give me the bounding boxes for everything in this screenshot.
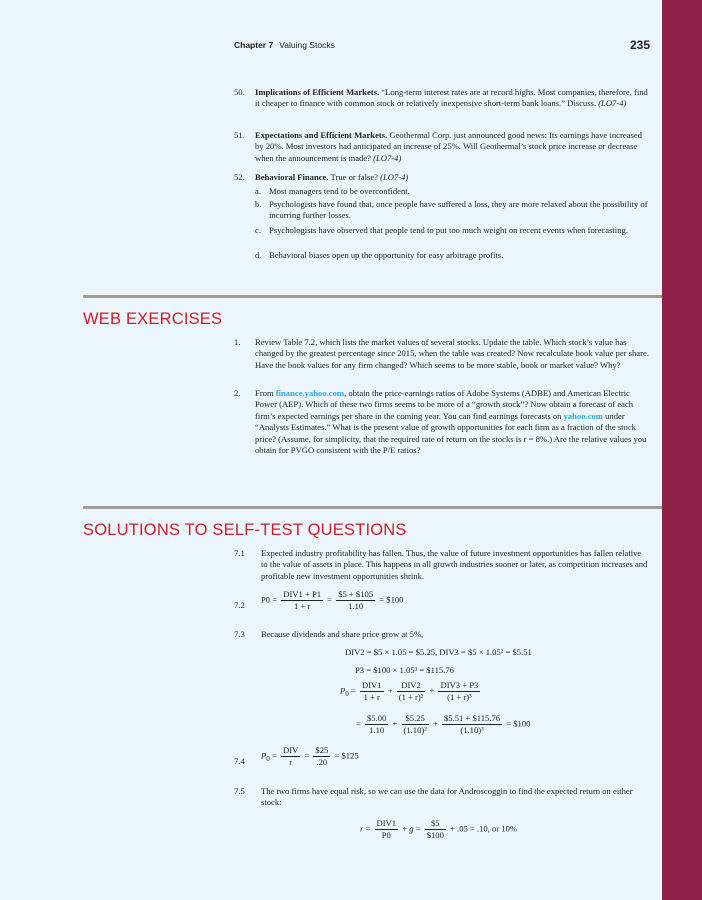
running-header xyxy=(234,38,650,54)
solution-7-3-dividends: DIV2 = $5 × 1.05 = $5.25, DIV3 = $5 × 1.05² = $5.51 xyxy=(345,647,532,657)
web-exercise-1: 1. Review Table 7.2, which lists the market values of several stocks. Update the table. Which stock’s value has changed by the greatest percentage since 2015, when the table was created? Now recalculate book value per share. Have the book values for any firm changed? Which seems to be more stable, book or market value? Why? xyxy=(234,337,649,370)
finance-yahoo-link[interactable]: finance.yahoo.com xyxy=(275,388,345,398)
solution-7-3: 7.3 Because dividends and share price grow at 5%, xyxy=(234,629,424,639)
section-divider xyxy=(83,506,662,509)
solution-7-3-pv-values: = $\frac{\$5.00}{1.10}$ + $\frac{\$5.25}{\text{(1.10)²}}$ + $\frac{\$5.51 + \$115.76}{\text{(1.10)³}}$ = $100 xyxy=(356,713,531,735)
problem-52-item-a: a. Most managers tend to be overconfident. xyxy=(255,186,410,196)
problem-51: 51. Expectations and Efficient Markets. Geothermal Corp. just announced good news: Its earnings have increased by 20%. Most investors had anticipated an increase of 25%. Will Geothermal’s stock price increase or decrease when the announcement is made? (LO7-4) xyxy=(234,130,642,163)
problem-52: 52. Behavioral Finance. True or false? (LO7-4) xyxy=(234,172,409,182)
section-divider xyxy=(83,295,662,298)
page-number: 235 xyxy=(629,38,650,52)
solution-7-3-price: P3 = $100 × 1.05³ = $115.76 xyxy=(355,665,454,675)
problem-52-item-b: b. Psychologists have found that, once people have suffered a loss, they are more relaxed about the possibility of incurring further losses. xyxy=(255,199,648,221)
page-side-band xyxy=(662,0,702,900)
solution-7-5: 7.5 The two firms have equal risk, so we can use the data for Androscoggin to find the expected return on either stock: xyxy=(234,786,633,808)
solutions-heading: SOLUTIONS TO SELF-TEST QUESTIONS xyxy=(83,521,407,539)
chapter-label: Chapter 7 xyxy=(234,40,274,50)
solution-7-2-number: 7.2 xyxy=(234,600,245,610)
problem-52-item-c: c. Psychologists have observed that people tend to put too much weight on recent events when forecasting. xyxy=(255,225,628,235)
solution-7-4-number: 7.4 xyxy=(234,756,245,766)
problem-50: 50. Implications of Efficient Markets. “Long-term interest rates are at record highs. Most companies, therefore, find it cheaper to finance with common stock or relatively inexpensive short-term bank loans.” Discuss. (LO7-4) xyxy=(234,87,648,109)
web-exercise-2: 2. From finance.yahoo.com, obtain the price-earnings ratios of Adobe Systems (ADBE) and American Electric Power (AEP). Which of these two firms seems to be more of a “growth stock”? Now obtain a forecast of each firm’s expected earnings per share in the coming year. You can find earnings forecasts on yahoo.com under “Analysts Estimates.” What is the present value of growth opportunities for each firm as a fraction of the stock price? (Assume, for simplicity, that the required rate of return on the stocks is r = 8%.) Are the relative values you obtain for PVGO consistent with the P/E ratios? xyxy=(234,388,647,456)
solution-7-5-equation: r = $\frac{\text{DIV1}}{P0}$ + g = $\frac{\$5}{\$100}$ + .05 = .10, or 10% xyxy=(360,818,518,840)
solution-7-4-equation: $P_0$ = $\frac{\text{DIV}}{r}$ = $\frac{\$25}{.20}$ = $125 xyxy=(261,745,359,767)
solution-7-2-equation: P0 = $\frac{\text{DIV1 + P1}}{1 + r}$ = $\frac{\$5 + \$105}{1.10}$ = $100 xyxy=(261,589,404,611)
solution-7-3-pv-formula: $P_0$ = $\frac{\text{DIV1}}{1 + r}$ + $\frac{\text{DIV2}}{\text{(1 + r)²}}$ + $\frac{\text{DIV3 + P3}}{\text{(1 + r)³}}$ xyxy=(340,680,479,702)
chapter-title: Valuing Stocks xyxy=(279,40,335,50)
problem-52-item-d: d. Behavioral biases open up the opportunity for easy arbitrage profits. xyxy=(255,250,504,260)
solution-7-1: 7.1 Expected industry profitability has fallen. Thus, the value of future investment opportunities has fallen relative to the value of assets in place. This happens in all growth industries sooner or later, as competition increases and profitable new investment opportunities shrink. xyxy=(234,548,648,581)
web-exercises-heading: WEB EXERCISES xyxy=(83,310,223,328)
yahoo-link[interactable]: yahoo.com xyxy=(563,410,603,421)
